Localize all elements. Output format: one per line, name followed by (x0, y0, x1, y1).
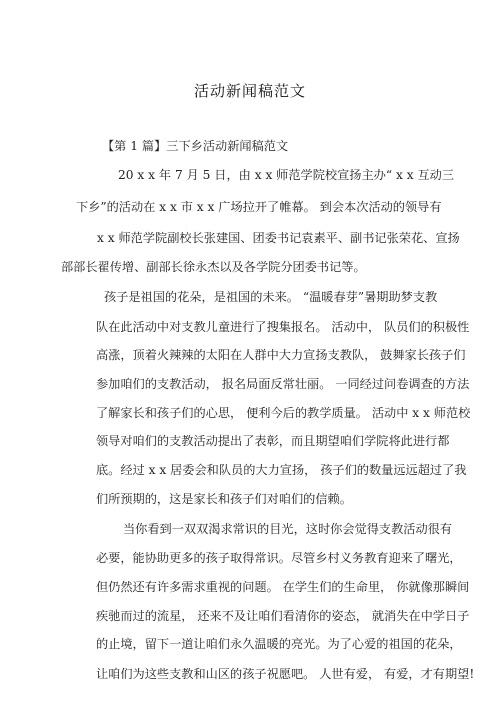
paragraph-2-line-1: 孩子是祖国的花朵，是祖国的未来。 “温暖春芽”暑期助梦支教 (104, 290, 438, 304)
paragraph-3-line-2: 必要，能协助更多的孩子取得常识。尽管乡村义务教育迎来了曙光， (96, 551, 462, 565)
paragraph-3-line-3: 但仍然还有许多需求重视的问题。 在学生们的生命里， 你就像那瞬间 (96, 580, 470, 594)
document-title: 活动新闻稿范文 (193, 82, 306, 100)
paragraph-2-line-3: 高涨，顶着火辣辣的太阳在人群中大力宣扬支教队， 鼓舞家长孩子们 (96, 348, 466, 362)
paragraph-1-line-4: 部部长翟传增、副部长徐永杰以及各学院分团委书记等。 (61, 260, 366, 274)
section-heading: 【第 1 篇】三下乡活动新闻稿范文 (102, 139, 289, 153)
paragraph-1-line-1: 20 x x 年 7 月 5 日，由 x x 师范学院校宣扬主办“ x x 互动三 (118, 168, 455, 182)
paragraph-3-line-4: 疾驰而过的流星， 还来不及让咱们看清你的姿态， 就消失在中学日子 (96, 609, 470, 623)
paragraph-2-line-6: 领导对咱们的支教活动提出了表彰，而且期望咱们学院将此进行都 (96, 434, 450, 448)
paragraph-1-line-3: x x 师范学院副校长张建国、团委书记袁素平、副书记张荣花、宣扬 (97, 231, 460, 245)
paragraph-3-line-6: 让咱们为这些支教和山区的孩子祝愿吧。 人世有爱， 有爱，才有期望! (96, 667, 475, 681)
paragraph-3-line-1: 当你看到一双双渴求常识的目光，这时你会觉得支教活动很有 (123, 522, 453, 536)
paragraph-2-line-7: 底。经过 x x 居委会和队员的大力宣扬， 孩子们的数量远远超过了我 (96, 463, 467, 477)
paragraph-2-line-2: 队在此活动中对支教儿童进行了搜集报名。 活动中， 队员们的积极性 (96, 320, 470, 334)
paragraph-1-line-2: 下乡”的活动在 x x 市 x x 广场拉开了帷幕。 到会本次活动的领导有 (76, 200, 442, 214)
paragraph-2-line-4: 参加咱们的支教活动， 报名局面反常壮丽。 一同经过问卷调查的方法 (96, 377, 470, 391)
paragraph-3-line-5: 的止境，留下一道让咱们永久温暖的亮光。为了心爱的祖国的花朵， (96, 637, 462, 651)
paragraph-2-line-5: 了解家长和孩子们的心思， 便利今后的教学质量。 活动中 x x 师范校 (96, 406, 471, 420)
paragraph-2-line-8: 们所预期的，这是家长和孩子们对咱们的信赖。 (96, 492, 352, 506)
